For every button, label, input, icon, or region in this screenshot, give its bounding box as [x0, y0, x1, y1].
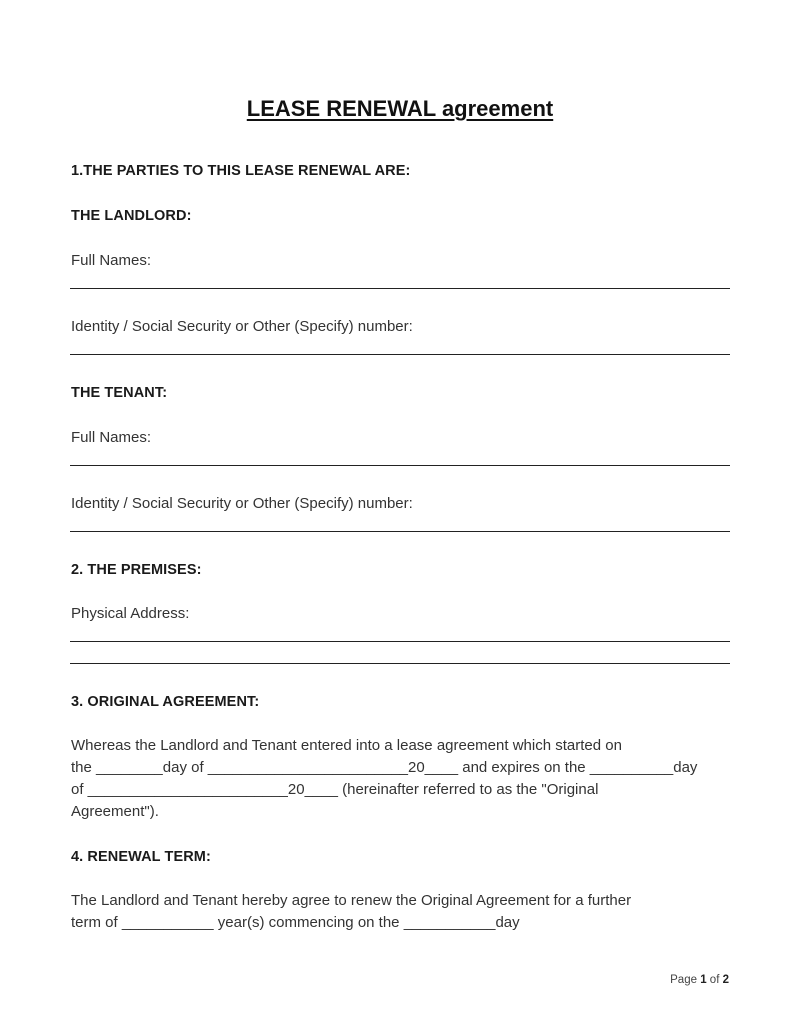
- tenant-heading: THE TENANT:: [71, 385, 168, 401]
- landlord-identity-label: Identity / Social Security or Other (Specify) number:: [71, 318, 413, 335]
- tenant-identity-label: Identity / Social Security or Other (Specify) number:: [71, 495, 413, 512]
- physical-address-line-1[interactable]: [70, 641, 730, 642]
- paragraph-line: Agreement").: [71, 803, 159, 820]
- document-title: LEASE RENEWAL agreement: [246, 96, 554, 121]
- tenant-full-names-label: Full Names:: [71, 429, 152, 446]
- paragraph-line: Whereas the Landlord and Tenant entered into a lease agreement which started on: [71, 737, 622, 754]
- physical-address-label: Physical Address:: [71, 605, 190, 622]
- total-pages-number: 2: [722, 974, 729, 986]
- section4-heading: 4. RENEWAL TERM:: [71, 849, 211, 865]
- page-number: [670, 974, 729, 986]
- landlord-full-names-label: Full Names:: [71, 252, 152, 269]
- paragraph-line: of ________________________20____ (hereinafter referred to as the "Original: [71, 781, 599, 798]
- section1-heading: 1.THE PARTIES TO THIS LEASE RENEWAL ARE:: [71, 163, 411, 179]
- section2-heading: 2. THE PREMISES:: [71, 562, 202, 578]
- landlord-identity-line[interactable]: [70, 354, 730, 355]
- tenant-full-names-line[interactable]: [70, 465, 730, 466]
- paragraph-line: The Landlord and Tenant hereby agree to renew the Original Agreement for a further: [71, 892, 632, 909]
- landlord-full-names-line[interactable]: [70, 288, 730, 289]
- paragraph-line: the ________day of ________________________20____ and expires on the __________day: [71, 759, 698, 776]
- section3-heading: 3. ORIGINAL AGREEMENT:: [71, 694, 260, 710]
- physical-address-line-2[interactable]: [70, 663, 730, 664]
- landlord-heading: THE LANDLORD:: [71, 208, 192, 224]
- original-agreement-paragraph: [71, 735, 741, 823]
- of-word: of: [709, 974, 720, 986]
- paragraph-line: term of ___________ year(s) commencing on the ___________day: [71, 914, 520, 931]
- tenant-identity-line[interactable]: [70, 531, 730, 532]
- current-page-number: 1: [700, 974, 707, 986]
- renewal-term-paragraph: [71, 890, 741, 934]
- page-word: Page: [670, 974, 697, 986]
